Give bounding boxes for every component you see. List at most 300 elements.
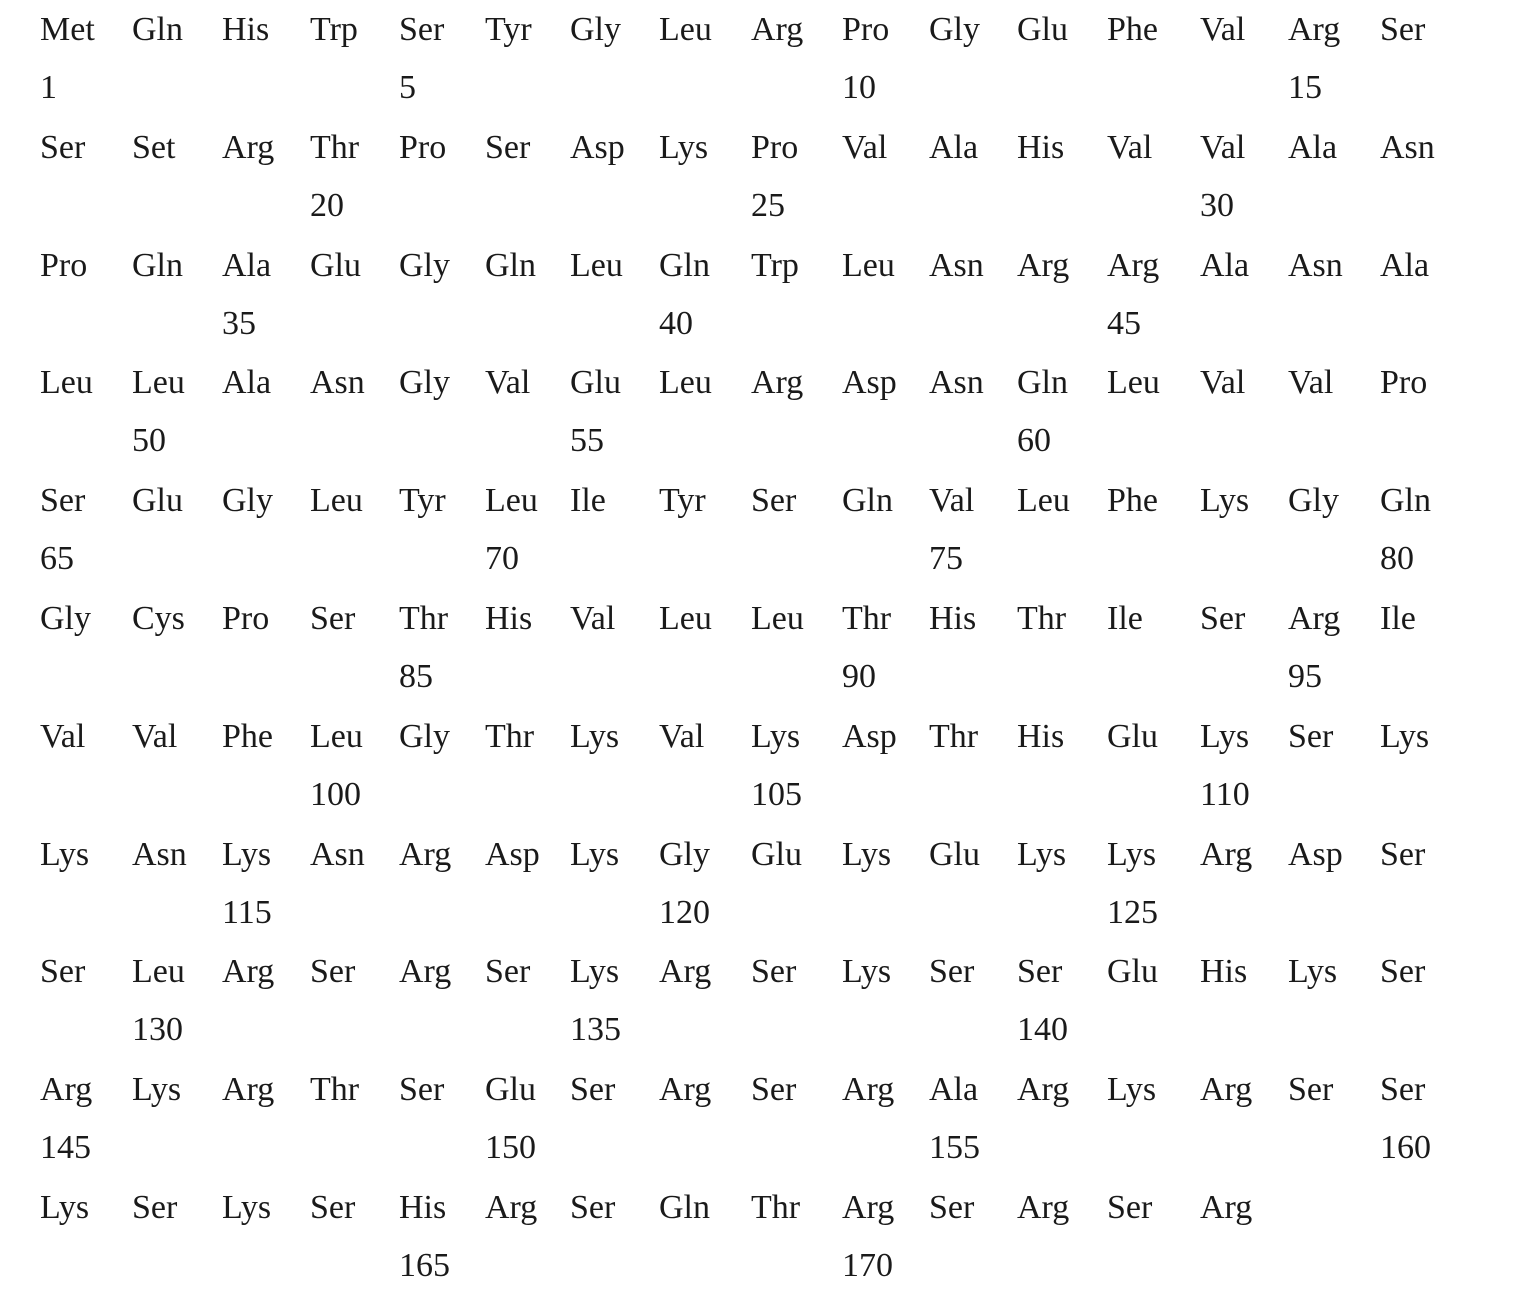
residue-cell — [570, 589, 660, 707]
residue-code: Lys — [570, 953, 620, 990]
residue-cell — [1380, 707, 1470, 825]
residue-cell — [40, 353, 130, 471]
residue-code: Asn — [929, 364, 984, 401]
residue-code: Ser — [1288, 1071, 1334, 1108]
residue-code: Ser — [929, 1189, 975, 1226]
residue-code: Glu — [751, 836, 802, 873]
residue-code: Gly — [399, 364, 450, 401]
residue-cell — [1380, 942, 1470, 1060]
residue-cell — [222, 0, 312, 118]
residue-cell — [485, 353, 575, 471]
residue-cell — [570, 353, 660, 471]
residue-cell — [1107, 118, 1197, 236]
residue-code: Thr — [310, 129, 360, 166]
residue-code: Set — [132, 129, 176, 166]
residue-cell — [222, 471, 312, 589]
residue-cell — [310, 118, 400, 236]
residue-code: Gln — [842, 482, 893, 519]
residue-code: Val — [132, 718, 178, 755]
residue-cell — [929, 707, 1019, 825]
residue-cell — [310, 0, 400, 118]
residue-code: Cys — [132, 600, 185, 637]
residue-code: Lys — [1107, 836, 1157, 873]
residue-code: Ser — [1380, 836, 1426, 873]
residue-code: Ser — [1200, 600, 1246, 637]
residue-code: Ala — [929, 1071, 979, 1108]
residue-cell — [132, 1060, 222, 1178]
residue-code: Ile — [1107, 600, 1143, 637]
residue-cell — [1380, 0, 1470, 118]
residue-code: Pro — [40, 247, 88, 284]
residue-code: Tyr — [659, 482, 706, 519]
residue-code: Asp — [842, 364, 897, 401]
residue-cell — [399, 1060, 489, 1178]
position-number: 10 — [842, 69, 876, 106]
residue-code: Ser — [310, 600, 356, 637]
residue-code: Val — [929, 482, 975, 519]
residue-code: Thr — [310, 1071, 360, 1108]
residue-code: Glu — [310, 247, 361, 284]
residue-cell — [40, 236, 130, 354]
residue-cell — [570, 1178, 660, 1296]
position-number: 100 — [310, 776, 361, 813]
residue-cell — [1107, 353, 1197, 471]
residue-code: Asn — [310, 364, 365, 401]
residue-cell — [842, 1060, 932, 1178]
residue-cell — [399, 471, 489, 589]
residue-code: Leu — [310, 718, 363, 755]
residue-code: Ser — [570, 1189, 616, 1226]
residue-cell — [751, 0, 841, 118]
residue-code: Arg — [751, 11, 804, 48]
residue-cell — [659, 707, 749, 825]
residue-cell — [659, 118, 749, 236]
residue-code: Arg — [222, 1071, 275, 1108]
position-number: 125 — [1107, 894, 1158, 931]
residue-code: Ser — [399, 1071, 445, 1108]
position-number: 105 — [751, 776, 802, 813]
residue-cell — [929, 118, 1019, 236]
residue-cell — [1288, 589, 1378, 707]
residue-cell — [1288, 942, 1378, 1060]
residue-cell — [842, 0, 932, 118]
residue-cell — [1200, 236, 1290, 354]
residue-cell — [570, 236, 660, 354]
residue-cell — [929, 353, 1019, 471]
residue-cell — [659, 0, 749, 118]
residue-cell — [132, 353, 222, 471]
residue-cell — [399, 353, 489, 471]
residue-code: Thr — [929, 718, 979, 755]
residue-code: Pro — [751, 129, 799, 166]
residue-cell — [40, 707, 130, 825]
residue-cell — [399, 942, 489, 1060]
residue-cell — [399, 118, 489, 236]
position-number: 160 — [1380, 1129, 1431, 1166]
residue-code: Tyr — [399, 482, 446, 519]
residue-cell — [485, 1060, 575, 1178]
residue-code: Val — [1107, 129, 1153, 166]
residue-cell — [1288, 0, 1378, 118]
residue-code: Val — [1200, 364, 1246, 401]
residue-code: Lys — [222, 836, 272, 873]
residue-cell — [1288, 236, 1378, 354]
residue-cell — [570, 471, 660, 589]
residue-code: Phe — [1107, 482, 1158, 519]
residue-cell — [1017, 236, 1107, 354]
residue-cell — [132, 1178, 222, 1296]
residue-cell — [751, 118, 841, 236]
residue-cell — [222, 1178, 312, 1296]
residue-cell — [1288, 118, 1378, 236]
residue-code: Ser — [1107, 1189, 1153, 1226]
residue-cell — [929, 1060, 1019, 1178]
residue-cell — [751, 707, 841, 825]
residue-code: Val — [1200, 11, 1246, 48]
residue-code: Lys — [1107, 1071, 1157, 1108]
residue-code: Ile — [1380, 600, 1416, 637]
residue-code: Arg — [1200, 1189, 1253, 1226]
residue-code: Asp — [1288, 836, 1343, 873]
residue-code: Ile — [570, 482, 606, 519]
residue-cell — [1288, 825, 1378, 943]
residue-code: Lys — [842, 836, 892, 873]
position-number: 150 — [485, 1129, 536, 1166]
residue-code: Gly — [1288, 482, 1339, 519]
residue-code: Glu — [485, 1071, 536, 1108]
residue-cell — [842, 707, 932, 825]
residue-code: Lys — [222, 1189, 272, 1226]
residue-cell — [1200, 0, 1290, 118]
residue-cell — [929, 0, 1019, 118]
residue-cell — [659, 825, 749, 943]
residue-cell — [222, 942, 312, 1060]
position-number: 35 — [222, 305, 256, 342]
residue-cell — [132, 825, 222, 943]
residue-code: Ala — [1288, 129, 1338, 166]
residue-cell — [1200, 589, 1290, 707]
residue-code: Leu — [659, 600, 712, 637]
residue-cell — [1380, 236, 1470, 354]
residue-cell — [1107, 707, 1197, 825]
residue-cell — [1200, 471, 1290, 589]
residue-cell — [1380, 353, 1470, 471]
position-number: 165 — [399, 1247, 450, 1284]
residue-code: Ser — [1380, 11, 1426, 48]
residue-cell — [485, 236, 575, 354]
residue-code: Arg — [842, 1071, 895, 1108]
residue-cell — [1380, 118, 1470, 236]
position-number: 80 — [1380, 540, 1414, 577]
residue-code: Gly — [659, 836, 710, 873]
residue-code: Leu — [842, 247, 895, 284]
residue-cell — [842, 236, 932, 354]
residue-cell — [40, 825, 130, 943]
residue-code: Glu — [1107, 718, 1158, 755]
residue-code: Gln — [132, 247, 183, 284]
residue-cell — [1200, 942, 1290, 1060]
residue-code: His — [929, 600, 977, 637]
residue-cell — [570, 825, 660, 943]
residue-code: Asn — [310, 836, 365, 873]
residue-code: Lys — [132, 1071, 182, 1108]
residue-cell — [842, 825, 932, 943]
residue-cell — [1107, 589, 1197, 707]
residue-code: Tyr — [485, 11, 532, 48]
residue-code: Ala — [222, 364, 272, 401]
residue-code: Asp — [570, 129, 625, 166]
residue-code: Gln — [1017, 364, 1068, 401]
residue-code: Lys — [1200, 718, 1250, 755]
residue-code: His — [1017, 129, 1065, 166]
residue-cell — [222, 707, 312, 825]
residue-code: Thr — [399, 600, 449, 637]
residue-cell — [1200, 118, 1290, 236]
residue-cell — [222, 825, 312, 943]
residue-code: Gln — [485, 247, 536, 284]
residue-cell — [222, 1060, 312, 1178]
residue-code: Thr — [485, 718, 535, 755]
residue-code: Arg — [40, 1071, 93, 1108]
residue-code: Ser — [1288, 718, 1334, 755]
residue-cell — [222, 353, 312, 471]
residue-cell — [1107, 1060, 1197, 1178]
residue-cell — [485, 0, 575, 118]
residue-cell — [399, 589, 489, 707]
residue-cell — [842, 118, 932, 236]
residue-code: Arg — [1288, 600, 1341, 637]
residue-cell — [399, 825, 489, 943]
residue-cell — [1288, 471, 1378, 589]
residue-code: Ser — [399, 11, 445, 48]
residue-cell — [485, 707, 575, 825]
residue-cell — [1107, 1178, 1197, 1296]
residue-cell — [40, 118, 130, 236]
residue-code: Arg — [222, 953, 275, 990]
residue-code: Asn — [132, 836, 187, 873]
residue-code: Val — [485, 364, 531, 401]
residue-code: Arg — [485, 1189, 538, 1226]
residue-cell — [222, 236, 312, 354]
residue-cell — [1017, 1178, 1107, 1296]
residue-cell — [751, 589, 841, 707]
residue-code: Lys — [842, 953, 892, 990]
residue-code: Thr — [751, 1189, 801, 1226]
residue-cell — [570, 0, 660, 118]
residue-cell — [842, 942, 932, 1060]
residue-code: Ser — [132, 1189, 178, 1226]
residue-cell — [40, 589, 130, 707]
residue-cell — [310, 942, 400, 1060]
residue-cell — [1107, 236, 1197, 354]
residue-code: Ser — [310, 953, 356, 990]
residue-code: Lys — [1288, 953, 1338, 990]
residue-code: Gly — [929, 11, 980, 48]
residue-code: His — [485, 600, 533, 637]
position-number: 50 — [132, 422, 166, 459]
residue-code: Thr — [842, 600, 892, 637]
residue-cell — [40, 942, 130, 1060]
residue-cell — [1200, 1060, 1290, 1178]
residue-cell — [310, 707, 400, 825]
residue-code: His — [1017, 718, 1065, 755]
position-number: 55 — [570, 422, 604, 459]
residue-code: Ser — [40, 953, 86, 990]
residue-cell — [570, 707, 660, 825]
residue-cell — [1017, 471, 1107, 589]
residue-code: Lys — [1380, 718, 1430, 755]
residue-code: Lys — [570, 718, 620, 755]
residue-code: Asn — [1380, 129, 1435, 166]
residue-code: Phe — [222, 718, 273, 755]
residue-cell — [399, 707, 489, 825]
residue-code: Ser — [751, 1071, 797, 1108]
position-number: 65 — [40, 540, 74, 577]
residue-cell — [929, 825, 1019, 943]
residue-cell — [485, 471, 575, 589]
residue-cell — [1200, 707, 1290, 825]
residue-cell — [399, 236, 489, 354]
residue-code: Leu — [132, 953, 185, 990]
residue-code: Lys — [751, 718, 801, 755]
residue-code: Arg — [751, 364, 804, 401]
residue-cell — [132, 942, 222, 1060]
position-number: 75 — [929, 540, 963, 577]
residue-code: Gly — [222, 482, 273, 519]
residue-cell — [1200, 1178, 1290, 1296]
residue-code: Phe — [1107, 11, 1158, 48]
residue-cell — [310, 353, 400, 471]
residue-cell — [40, 1178, 130, 1296]
residue-code: Leu — [570, 247, 623, 284]
residue-cell — [310, 589, 400, 707]
position-number: 5 — [399, 69, 416, 106]
residue-code: Ser — [485, 953, 531, 990]
position-number: 1 — [40, 69, 57, 106]
residue-cell — [659, 353, 749, 471]
residue-cell — [751, 1060, 841, 1178]
residue-cell — [929, 236, 1019, 354]
residue-cell — [399, 1178, 489, 1296]
residue-cell — [1017, 0, 1107, 118]
position-number: 140 — [1017, 1011, 1068, 1048]
residue-code: Val — [570, 600, 616, 637]
residue-cell — [310, 236, 400, 354]
residue-cell — [1200, 825, 1290, 943]
position-number: 90 — [842, 658, 876, 695]
position-number: 60 — [1017, 422, 1051, 459]
residue-code: Ala — [222, 247, 272, 284]
residue-code: Leu — [485, 482, 538, 519]
residue-cell — [570, 942, 660, 1060]
residue-cell — [485, 589, 575, 707]
residue-code: Arg — [399, 953, 452, 990]
residue-code: His — [1200, 953, 1248, 990]
residue-code: Arg — [222, 129, 275, 166]
residue-cell — [751, 236, 841, 354]
residue-code: Glu — [132, 482, 183, 519]
residue-code: Asn — [929, 247, 984, 284]
position-number: 45 — [1107, 305, 1141, 342]
residue-code: Arg — [1200, 1071, 1253, 1108]
residue-cell — [485, 825, 575, 943]
residue-cell — [842, 1178, 932, 1296]
residue-code: Asp — [485, 836, 540, 873]
residue-cell — [1017, 589, 1107, 707]
residue-code: Ser — [485, 129, 531, 166]
residue-code: Arg — [1017, 247, 1070, 284]
residue-code: Glu — [1107, 953, 1158, 990]
residue-code: Arg — [1017, 1071, 1070, 1108]
residue-code: Val — [842, 129, 888, 166]
residue-cell — [659, 942, 749, 1060]
residue-cell — [132, 589, 222, 707]
residue-code: Thr — [1017, 600, 1067, 637]
residue-cell — [132, 707, 222, 825]
residue-cell — [132, 0, 222, 118]
residue-cell — [132, 471, 222, 589]
residue-code: His — [399, 1189, 447, 1226]
residue-cell — [1017, 118, 1107, 236]
residue-cell — [659, 1178, 749, 1296]
residue-code: Ser — [1380, 1071, 1426, 1108]
residue-cell — [310, 1178, 400, 1296]
residue-cell — [1288, 707, 1378, 825]
residue-cell — [485, 942, 575, 1060]
residue-cell — [1380, 825, 1470, 943]
residue-code: Ser — [1017, 953, 1063, 990]
residue-cell — [40, 471, 130, 589]
residue-cell — [659, 1060, 749, 1178]
residue-code: Ser — [570, 1071, 616, 1108]
residue-code: Arg — [1200, 836, 1253, 873]
residue-cell — [1107, 0, 1197, 118]
position-number: 95 — [1288, 658, 1322, 695]
residue-code: Leu — [1017, 482, 1070, 519]
residue-code: Gln — [659, 1189, 710, 1226]
residue-code: His — [222, 11, 270, 48]
residue-code: Asn — [1288, 247, 1343, 284]
residue-code: Ser — [40, 482, 86, 519]
residue-cell — [659, 471, 749, 589]
residue-cell — [132, 236, 222, 354]
residue-code: Glu — [1017, 11, 1068, 48]
residue-code: Leu — [1107, 364, 1160, 401]
residue-code: Arg — [842, 1189, 895, 1226]
residue-cell — [1288, 1060, 1378, 1178]
residue-cell — [132, 118, 222, 236]
residue-cell — [659, 236, 749, 354]
residue-code: Leu — [659, 364, 712, 401]
residue-code: Ala — [929, 129, 979, 166]
residue-cell — [222, 589, 312, 707]
residue-code: Glu — [929, 836, 980, 873]
residue-code: Ala — [1380, 247, 1430, 284]
position-number: 115 — [222, 894, 272, 931]
residue-cell — [1107, 942, 1197, 1060]
residue-code: Ser — [40, 129, 86, 166]
residue-code: Lys — [40, 836, 90, 873]
position-number: 20 — [310, 187, 344, 224]
residue-cell — [1380, 471, 1470, 589]
residue-code: Val — [1200, 129, 1246, 166]
residue-cell — [310, 471, 400, 589]
position-number: 145 — [40, 1129, 91, 1166]
residue-code: Gln — [132, 11, 183, 48]
residue-code: Ser — [751, 953, 797, 990]
position-number: 15 — [1288, 69, 1322, 106]
residue-cell — [1017, 707, 1107, 825]
